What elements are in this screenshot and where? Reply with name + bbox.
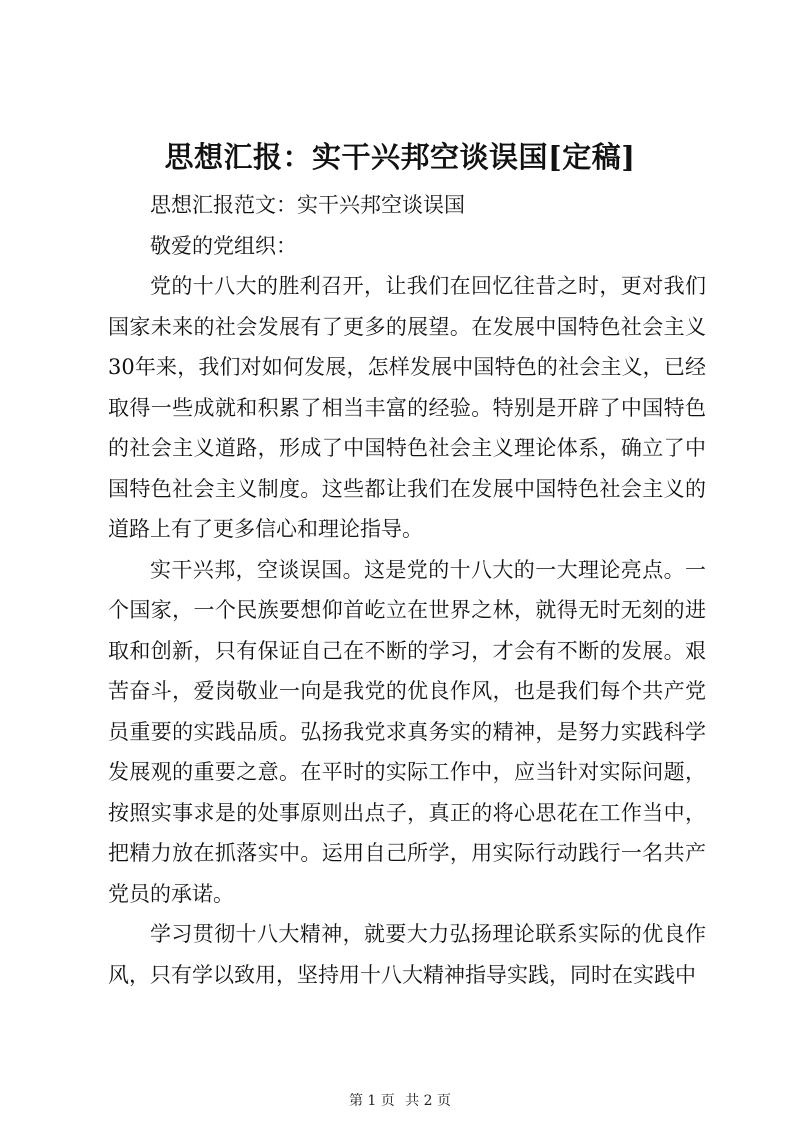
- body-paragraph: 实干兴邦，空谈误国。这是党的十八大的一大理论亮点。一个国家，一个民族要想仰首屹立在世界之林，就得无时无刻的进取和创新，只有保证自己在不断的学习，才会有不断的发展。艰苦奋斗，爱岗敬业一向是我党的优良作风，也是我们每个共产党员重要的实践品质。弘扬我党求真务实的精神，是努力实践科学发展观的重要之意。在平时的实际工作中，应当针对实际问题，按照实事求是的处事原则出点子，真正的将心思花在工作当中，把精力放在抓落实中。运用自己所学，用实际行动践行一名共产党员的承诺。: [108, 557, 706, 906]
- body-paragraph: 学习贯彻十八大精神，就要大力弘扬理论联系实际的优良作风，只有学以致用，坚持用十八大精神指导实践，同时在实践中: [108, 922, 706, 987]
- page-number: 第 1 页: [348, 1093, 395, 1109]
- page-total: 共 2 页: [405, 1093, 452, 1109]
- subtitle-paragraph: 思想汇报范文：实干兴邦空谈误国: [150, 193, 465, 217]
- document-title: 思想汇报：实干兴邦空谈误国[定稿]: [164, 140, 636, 174]
- salutation-paragraph: 敬爱的党组织：: [150, 233, 297, 258]
- page-footer: [0, 1092, 800, 1110]
- body-paragraph: 党的十八大的胜利召开，让我们在回忆往昔之时，更对我们国家未来的社会发展有了更多的展望。在发展中国特色社会主义30年来，我们对如何发展，怎样发展中国特色的社会主义，已经取得一些成就和积累了相当丰富的经验。特别是开辟了中国特色的社会主义道路，形成了中国特色社会主义理论体系，确立了中国特色社会主义制度。这些都让我们在发展中国特色社会主义的道路上有了更多信心和理论指导。: [108, 274, 706, 541]
- document-body: [108, 185, 706, 995]
